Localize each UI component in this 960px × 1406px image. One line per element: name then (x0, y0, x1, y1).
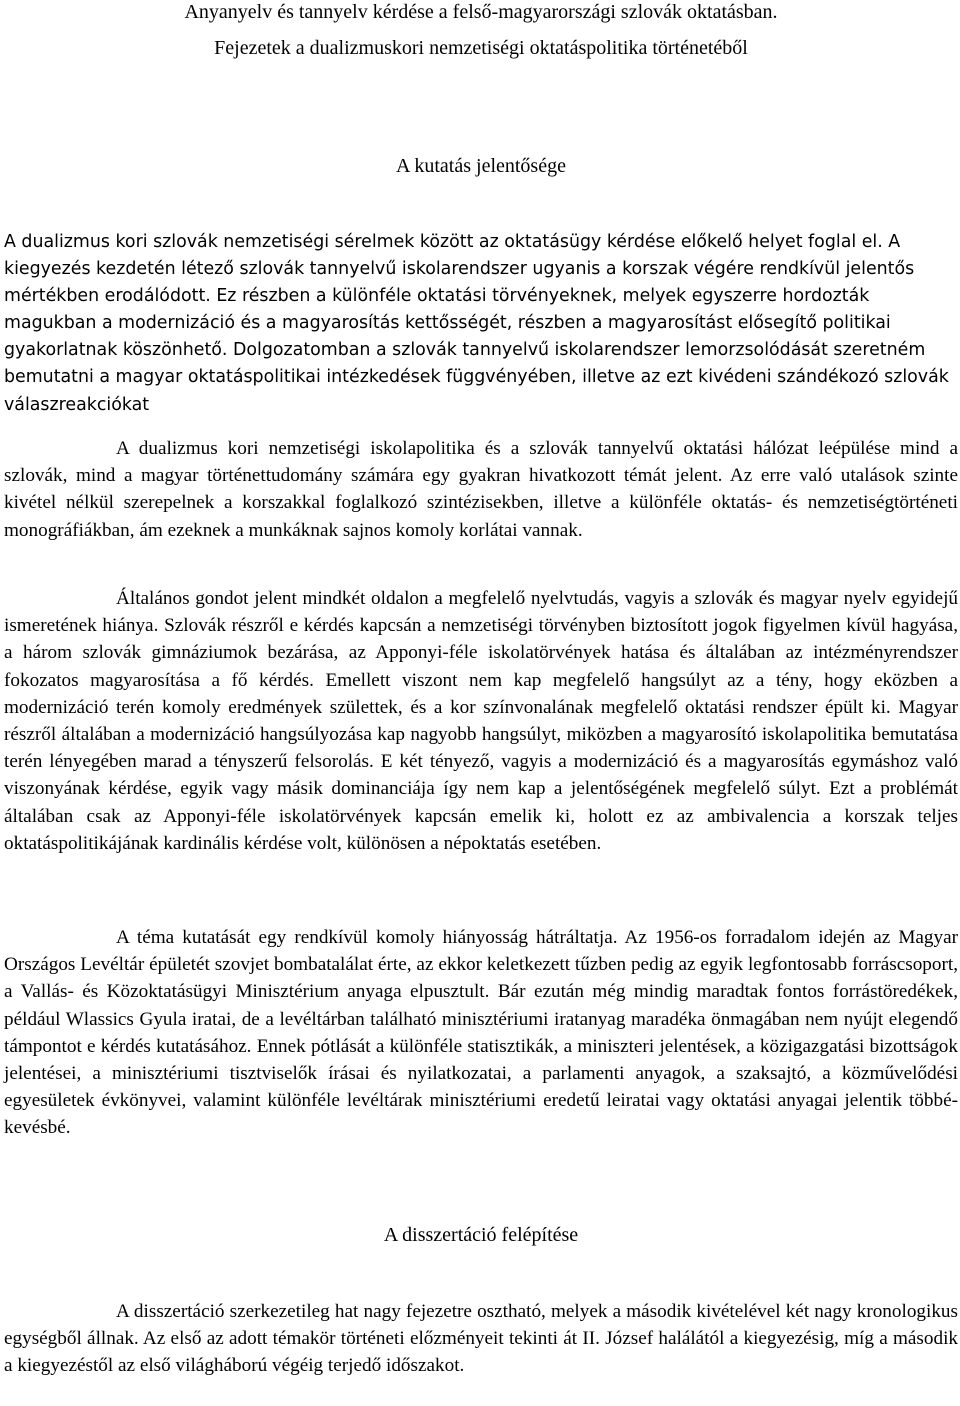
paragraph-historiography: A dualizmus kori nemzetiségi iskolapolitika és a szlovák tannyelvű oktatási hálózat leépülése mind a szlovák, mind a magyar történettudomány számára egy gyakran hivatkozott témát jelent. Az erre való utalások szinte kivétel nélkül szerepelnek a korszakkal foglalkozó szintézisekben, illetve a különféle oktatás- és nemzetiségtörténeti monográfiákban, ám ezeknek a munkáknak sajnos komoly korlátai vannak. (4, 438, 958, 541)
paragraph-structure: A disszertáció szerkezetileg hat nagy fejezetre osztható, melyek a második kivételével két nagy kronologikus egységből állnak. Az első az adott témakör történeti előzményeit tekinti át II. József halálától a kiegyezésig, míg a második a kiegyezéstől az első világháború végéig terjedő időszakot. (4, 1301, 958, 1377)
document-title-line-2: Fejezetek a dualizmuskori nemzetiségi oktatáspolitika történetéből (214, 37, 748, 59)
section-heading-research-significance: A kutatás jelentősége (396, 155, 566, 177)
paragraph-sources: A téma kutatását egy rendkívül komoly hiányosság hátráltatja. Az 1956-os forradalom idején az Magyar Országos Levéltár épületét szovjet bombatalálat érte, az ekkor keletkezett tűzben pedig az egyik legfontosabb forráscsoport, a Vallás- és Közoktatásügyi Minisztérium anyaga elpusztult. Bár ezután még mindig maradtak fontos forrástöredékek, például Wlassics Gyula iratai, de a levéltárban található minisztériumi iratanyag maradéka önmagában nem nyújt elegendő támpontot e kérdés kutatásához. Ennek pótlását a különféle statisztikák, a miniszteri jelentések, a közigazgatási bizottságok jelentései, a minisztériumi tisztviselők írásai és nyilatkozatai, a parlamenti anyagok, a szaksajtó, a közművelődési egyesületek évkönyvei, valamint különféle levéltárak minisztériumi eredetű leiratai vagy oktatási anyagai jelentik többé-kevésbé. (4, 927, 958, 1139)
document-title-line-1: Anyanyelv és tannyelv kérdése a felső-magyarországi szlovák oktatásban. (184, 1, 778, 23)
paragraph-intro: A dualizmus kori szlovák nemzetiségi sérelmek között az oktatásügy kérdése előkelő helyet foglal el. A kiegyezés kezdetén létező szlovák tannyelvű iskolarendszer ugyanis a korszak végére rendkívül jelentős mértékben erodálódott. Ez részben a különféle oktatási törvényeknek, melyek egyszerre hordozták magukban a modernizáció és a magyarosítás kettősségét, részben a magyarosítást elősegítő politikai gyakorlatnak köszönhető. Dolgozatomban a szlovák tannyelvű iskolarendszer lemorzsolódását szeretném bemutatni a magyar oktatáspolitikai intézkedések függvényében, illetve az ezt kivédeni szándékozó szlovák válaszreakciókat (4, 232, 949, 415)
paragraph-language-problem: Általános gondot jelent mindkét oldalon a megfelelő nyelvtudás, vagyis a szlovák és magyar nyelv egyidejű ismeretének hiánya. Szlovák részről e kérdés kapcsán a nemzetiségi törvényben biztosított jogok figyelmen kívül hagyása, a három szlovák gimnáziumok bezárása, az Apponyi-féle iskolatörvények hatása és általában az intézményrendszer fokozatos magyarosítása a fő kérdés. Emellett viszont nem kap megfelelő hangsúlyt az a tény, hogy eközben a modernizáció terén komoly eredmények születtek, és a kor színvonalának megfelelő oktatási rendszer épült ki. Magyar részről általában a modernizáció hangsúlyozása kap nagyobb hangsúlyt, miközben a magyarosító iskolapolitika bemutatása terén lényegében marad a tényszerű felsorolás. E két tényező, vagyis a modernizáció és a magyarosítás egymáshoz való viszonyának kérdése, egyik vagy másik dominanciája így nem kap a jelentőségének megfelelő súlyt. Ezt a problémát általában csak az Apponyi-féle iskolatörvények kapcsán emelik ki, holott ez az ambivalencia a korszak teljes oktatáspolitikájának kardinális kérdése volt, különösen a népoktatás esetében. (4, 588, 958, 854)
section-heading-dissertation-structure: A disszertáció felépítése (383, 1224, 579, 1246)
